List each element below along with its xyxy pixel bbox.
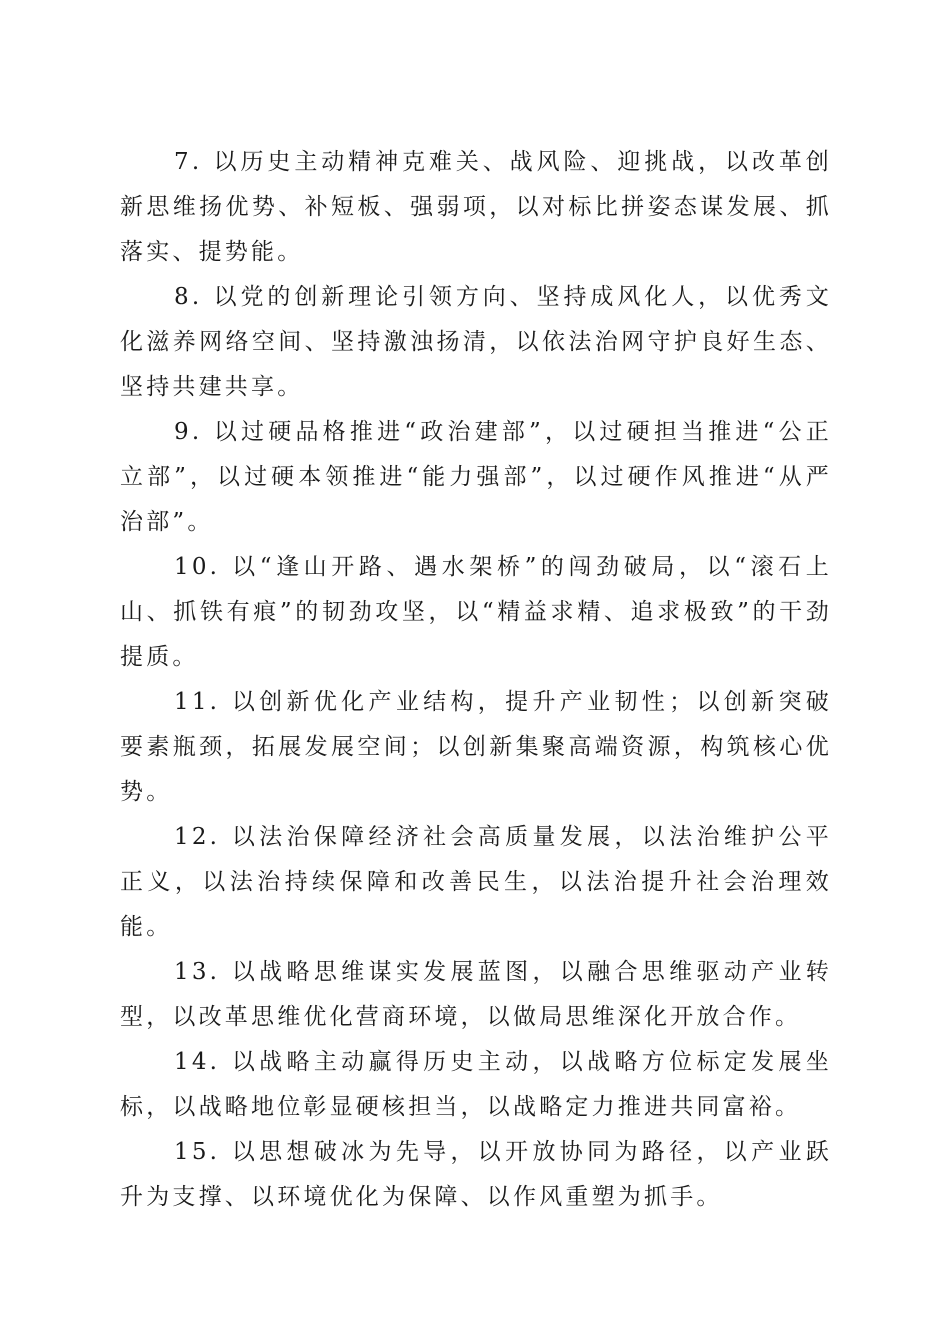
- list-item: 15. 以思想破冰为先导，以开放协同为路径，以产业跃升为支撑、以环境优化为保障、以作风重塑为抓手。: [120, 1139, 832, 1210]
- list-item: 10. 以“逢山开路、遇水架桥”的闯劲破局，以“滚石上山、抓铁有痕”的韧劲攻坚，以“精益求精、追求极致”的干劲提质。: [120, 554, 832, 670]
- list-item: 7. 以历史主动精神克难关、战风险、迎挑战，以改革创新思维扬优势、补短板、强弱项，以对标比拼姿态谋发展、抓落实、提势能。: [120, 149, 832, 265]
- list-item: 12. 以法治保障经济社会高质量发展，以法治维护公平正义，以法治持续保障和改善民生，以法治提升社会治理效能。: [120, 824, 832, 940]
- list-item: 9. 以过硬品格推进“政治建部”，以过硬担当推进“公正立部”，以过硬本领推进“能力强部”，以过硬作风推进“从严治部”。: [120, 419, 832, 535]
- list-item: 8. 以党的创新理论引领方向、坚持成风化人，以优秀文化滋养网络空间、坚持激浊扬清，以依法治网守护良好生态、坚持共建共享。: [120, 284, 832, 400]
- list-item: 13. 以战略思维谋实发展蓝图，以融合思维驱动产业转型，以改革思维优化营商环境，以做局思维深化开放合作。: [120, 959, 832, 1030]
- list-item: 11. 以创新优化产业结构，提升产业韧性；以创新突破要素瓶颈，拓展发展空间；以创新集聚高端资源，构筑核心优势。: [120, 689, 832, 805]
- document-body: [120, 140, 832, 1220]
- list-item: 14. 以战略主动赢得历史主动，以战略方位标定发展坐标，以战略地位彰显硬核担当，以战略定力推进共同富裕。: [120, 1049, 832, 1120]
